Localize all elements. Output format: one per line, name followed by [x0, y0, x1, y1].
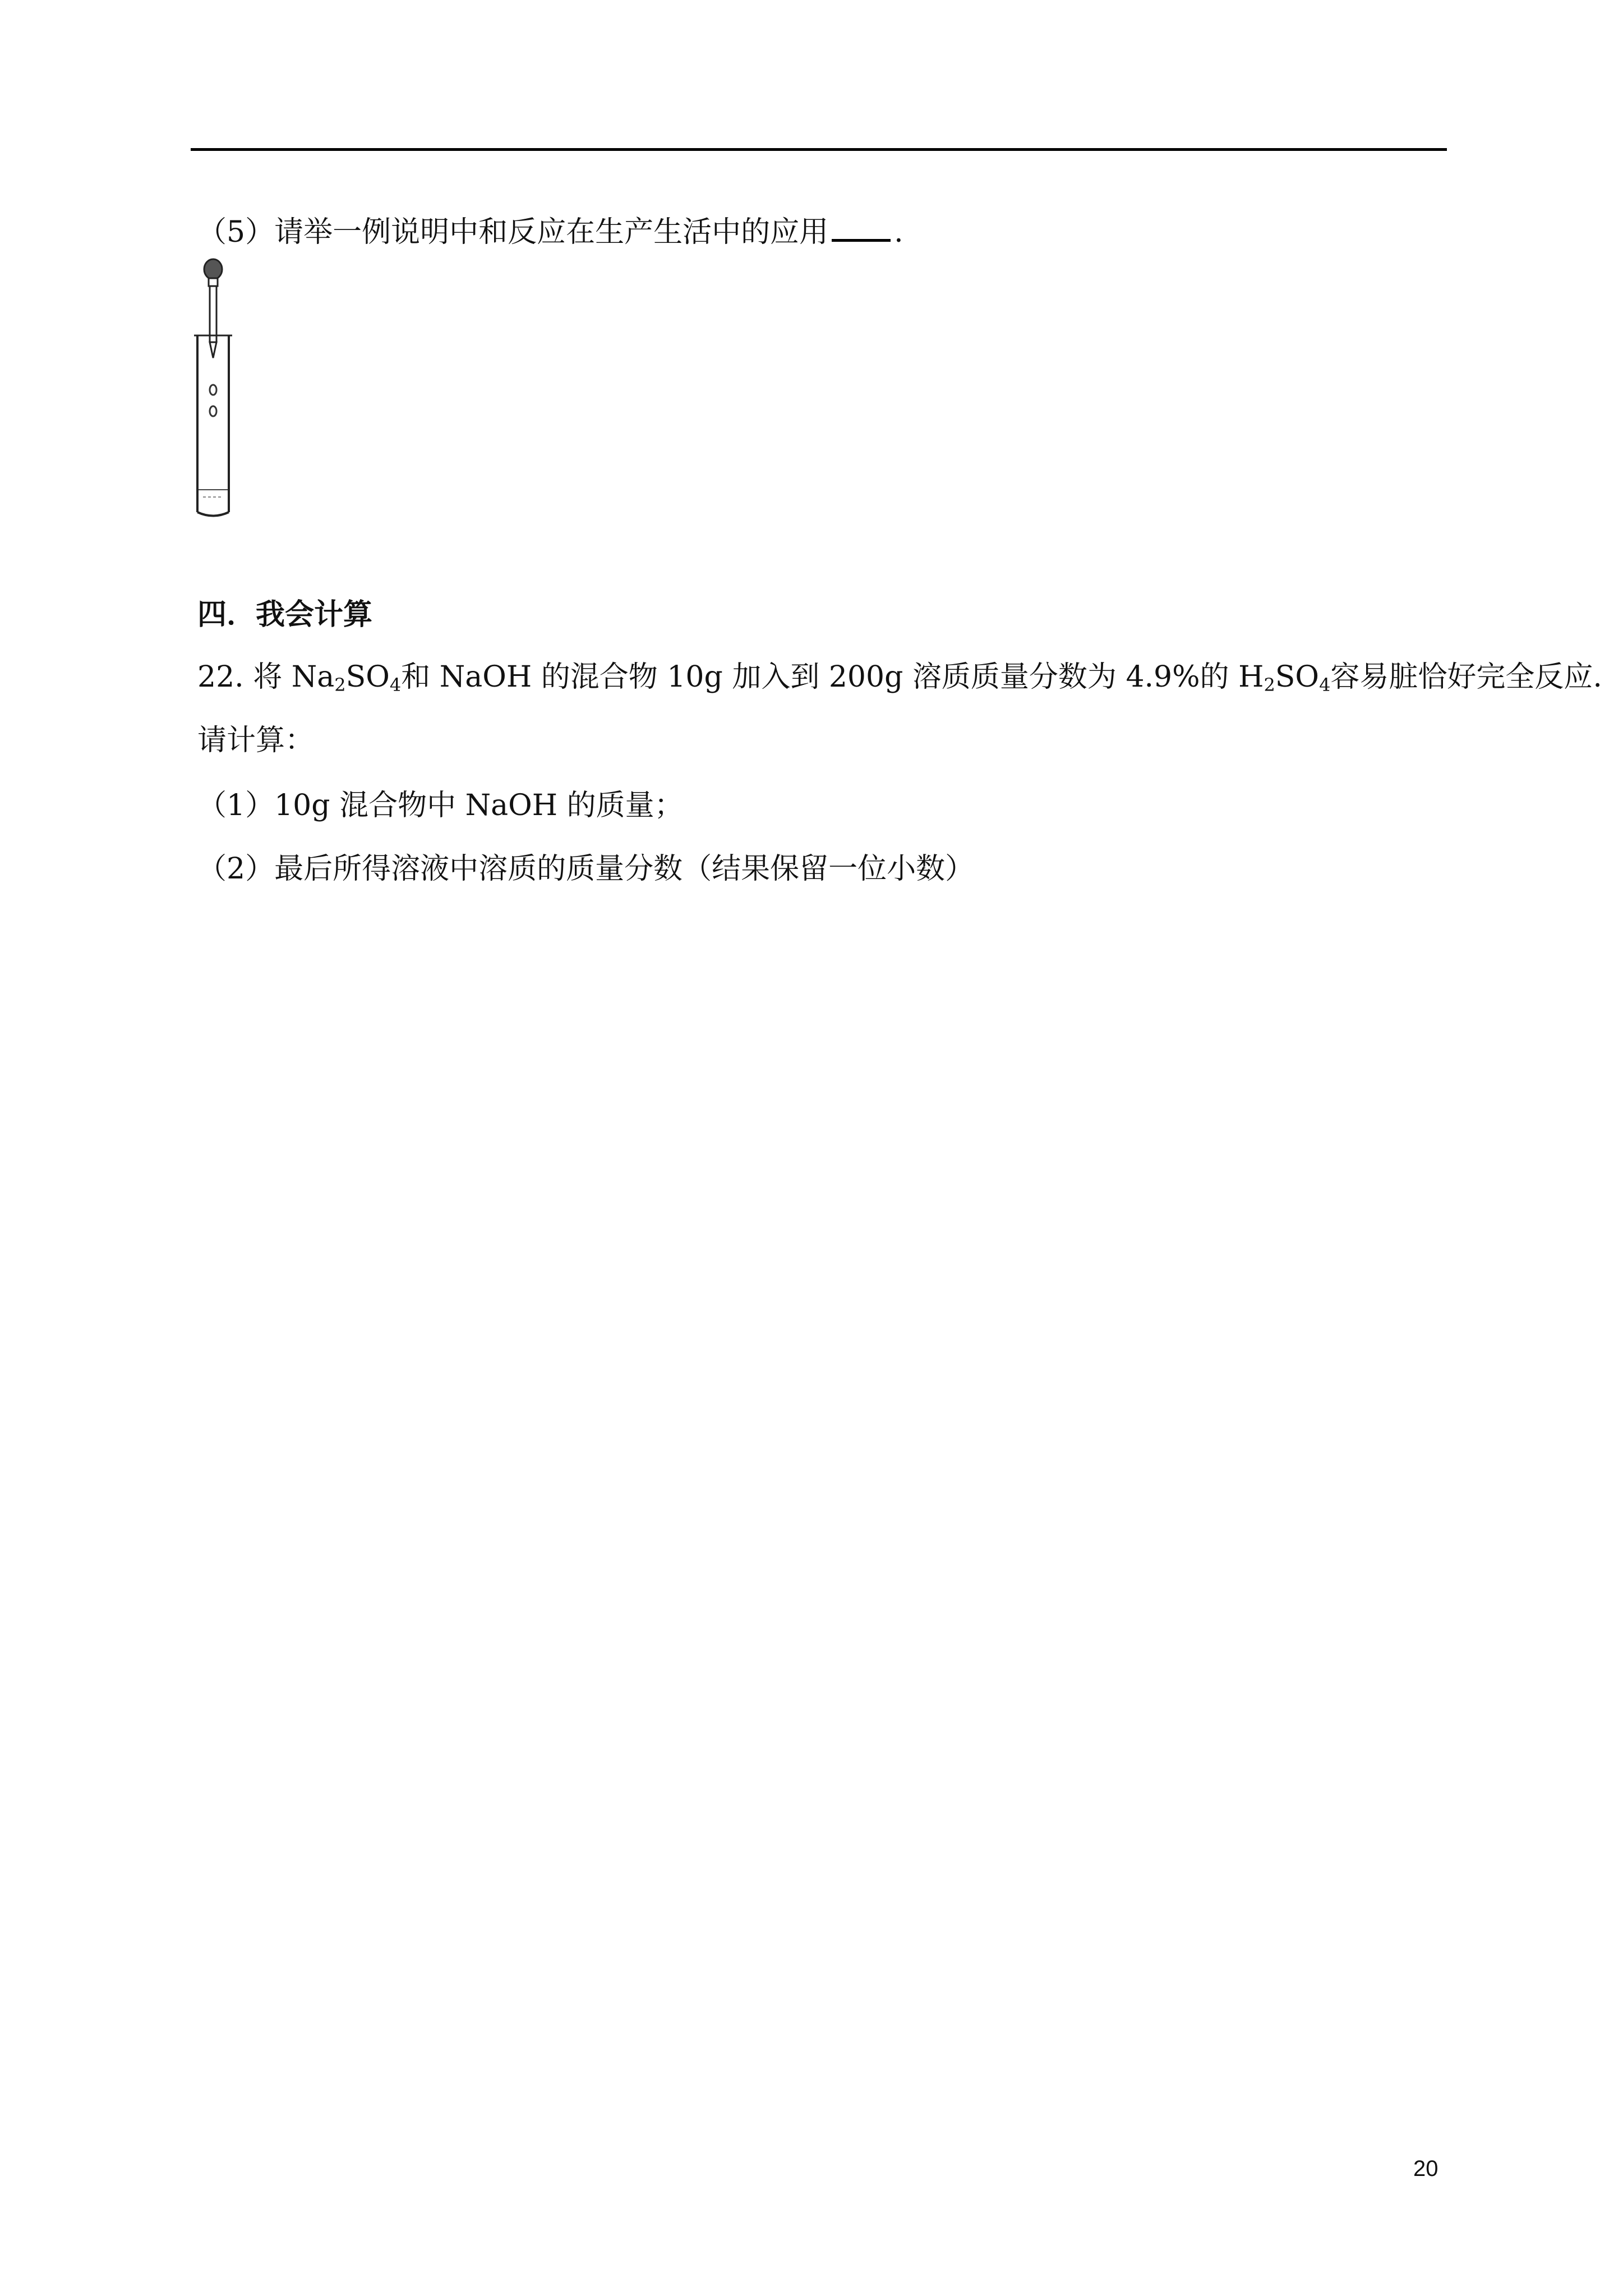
test-tube-icon	[194, 335, 232, 516]
answer-blank	[832, 211, 891, 242]
subscript-1: 2	[334, 674, 346, 696]
question-21-part-5	[197, 211, 903, 250]
subscript-3: 2	[1264, 674, 1275, 696]
question-22-number: 22.	[197, 660, 244, 694]
question-22-text-3: 和 NaOH 的混合物 10g 加入到 200g 溶质质量分数为 4.9%的 H	[401, 660, 1264, 694]
question-21-part-5-end: .	[894, 215, 903, 249]
question-22-text-4: SO	[1275, 660, 1320, 694]
droplet-icons	[210, 385, 216, 416]
section-heading: 四．我会计算	[197, 598, 373, 632]
question-22-text-2: SO	[345, 660, 390, 694]
question-22-sub-1: （1）10g 混合物中 NaOH 的质量；	[197, 789, 684, 822]
question-22-text-5: 容易脏恰好完全反应.	[1330, 660, 1602, 694]
question-21-part-5-text: （5）请举一例说明中和反应在生产生活中的应用	[197, 215, 829, 249]
subscript-2: 4	[389, 674, 402, 696]
header-rule	[191, 148, 1447, 151]
question-22-text-1: 将 Na	[253, 660, 335, 694]
question-22-sub-2: （2）最后所得溶液中溶质的质量分数（结果保留一位小数）	[197, 852, 975, 886]
subscript-4: 4	[1319, 674, 1331, 696]
question-22	[197, 659, 1602, 695]
page-number: 20	[1413, 2156, 1438, 2181]
dropper-icon	[204, 259, 222, 358]
question-22-line-2: 请计算：	[197, 724, 315, 757]
dropper-test-tube-figure	[191, 257, 241, 521]
